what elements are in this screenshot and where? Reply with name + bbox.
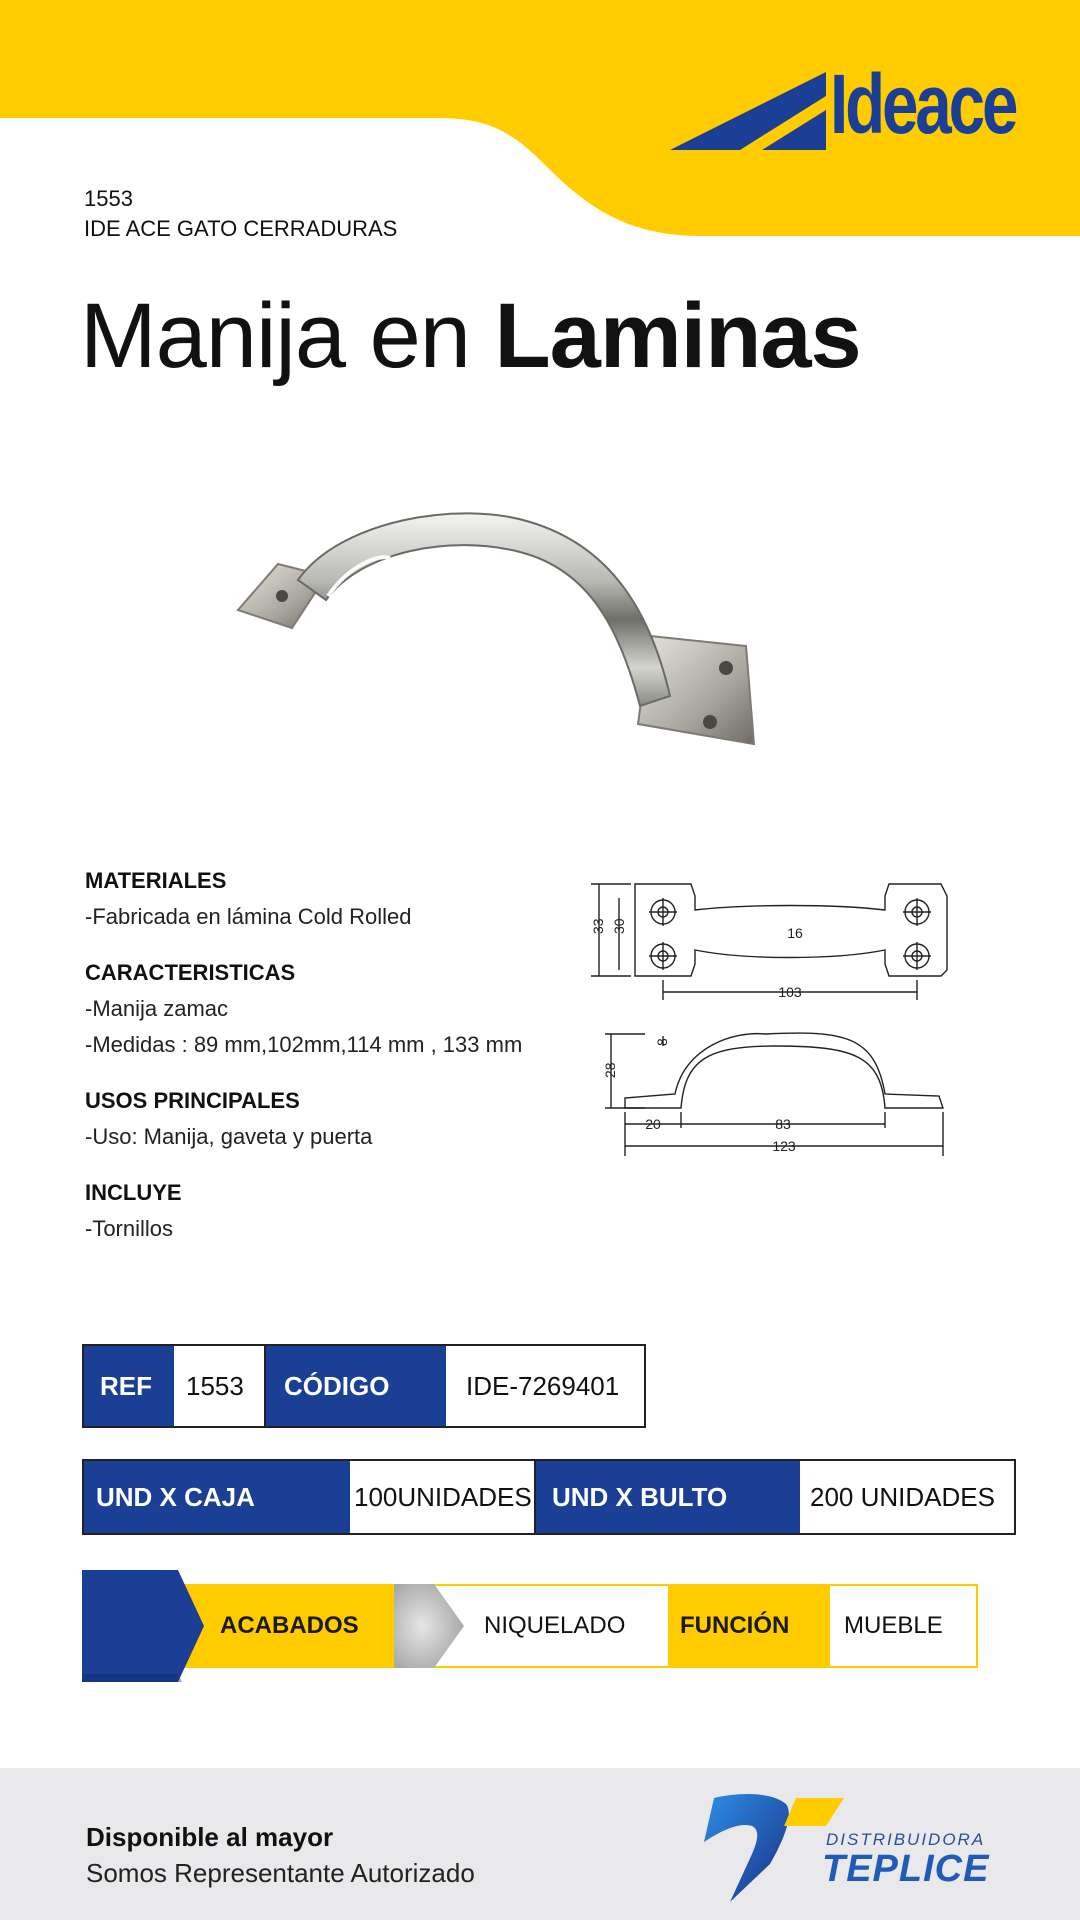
technical-drawing [585,876,1005,1166]
codigo-value: IDE-7269401 [446,1346,644,1426]
grey-arrow-icon [394,1584,464,1668]
ref-label: REF [84,1346,174,1426]
dim-20: 20 [645,1116,661,1132]
bulto-value: 200 UNIDADES [800,1461,1014,1533]
caracteristicas-line: -Medidas : 89 mm,102mm,114 mm , 133 mm [85,1032,523,1057]
dim-28: 28 [602,1062,618,1078]
funcion-value: MUEBLE [844,1612,943,1639]
acabados-value: NIQUELADO [484,1612,626,1639]
acabados-label: ACABADOS [220,1612,359,1639]
dim-30: 30 [611,918,627,934]
page-title [80,285,861,387]
title-bold: Laminas [494,285,861,387]
incluye-line: -Tornillos [85,1216,174,1241]
header-ref-number: 1553 [84,186,133,211]
dim-33: 33 [590,918,606,934]
caracteristicas-heading: CARACTERISTICAS [85,960,296,985]
caracteristicas-line: -Manija zamac [85,996,229,1021]
product-handle-image [230,500,770,750]
dim-8: 8 [654,1038,670,1046]
finish-function-table [82,1570,982,1690]
bulto-label: UND X BULTO [534,1461,800,1533]
incluye-heading: INCLUYE [85,1180,182,1205]
caja-value: 100UNIDADES [350,1461,534,1533]
distributor-label: DISTRIBUIDORA [826,1830,986,1849]
distributor-name: TEPLICE [822,1848,990,1890]
ideace-logo-text: Ideace [830,57,1016,151]
footer-representative: Somos Representante Autorizado [86,1858,475,1888]
dim-16: 16 [787,925,803,941]
specifications-section [85,868,565,1252]
units-table [82,1459,1016,1535]
footer-availability: Disponible al mayor [86,1822,334,1852]
blue-arrow-icon [82,1570,212,1682]
footer [0,1768,1080,1920]
funcion-label: FUNCIÓN [680,1612,790,1639]
usos-line: -Uso: Manija, gaveta y puerta [85,1124,373,1149]
header-brand-line: IDE ACE GATO CERRADURAS [84,216,398,241]
title-light: Manija en [80,285,495,387]
ref-code-table [82,1344,646,1428]
materiales-line: -Fabricada en lámina Cold Rolled [85,904,412,929]
usos-heading: USOS PRINCIPALES [85,1088,300,1113]
dim-83: 83 [775,1116,791,1132]
caja-label: UND X CAJA [84,1461,350,1533]
dim-103: 103 [778,984,802,1000]
dim-123: 123 [772,1138,796,1154]
materiales-heading: MATERIALES [85,868,227,893]
ref-value: 1553 [174,1346,264,1426]
codigo-label: CÓDIGO [264,1346,446,1426]
